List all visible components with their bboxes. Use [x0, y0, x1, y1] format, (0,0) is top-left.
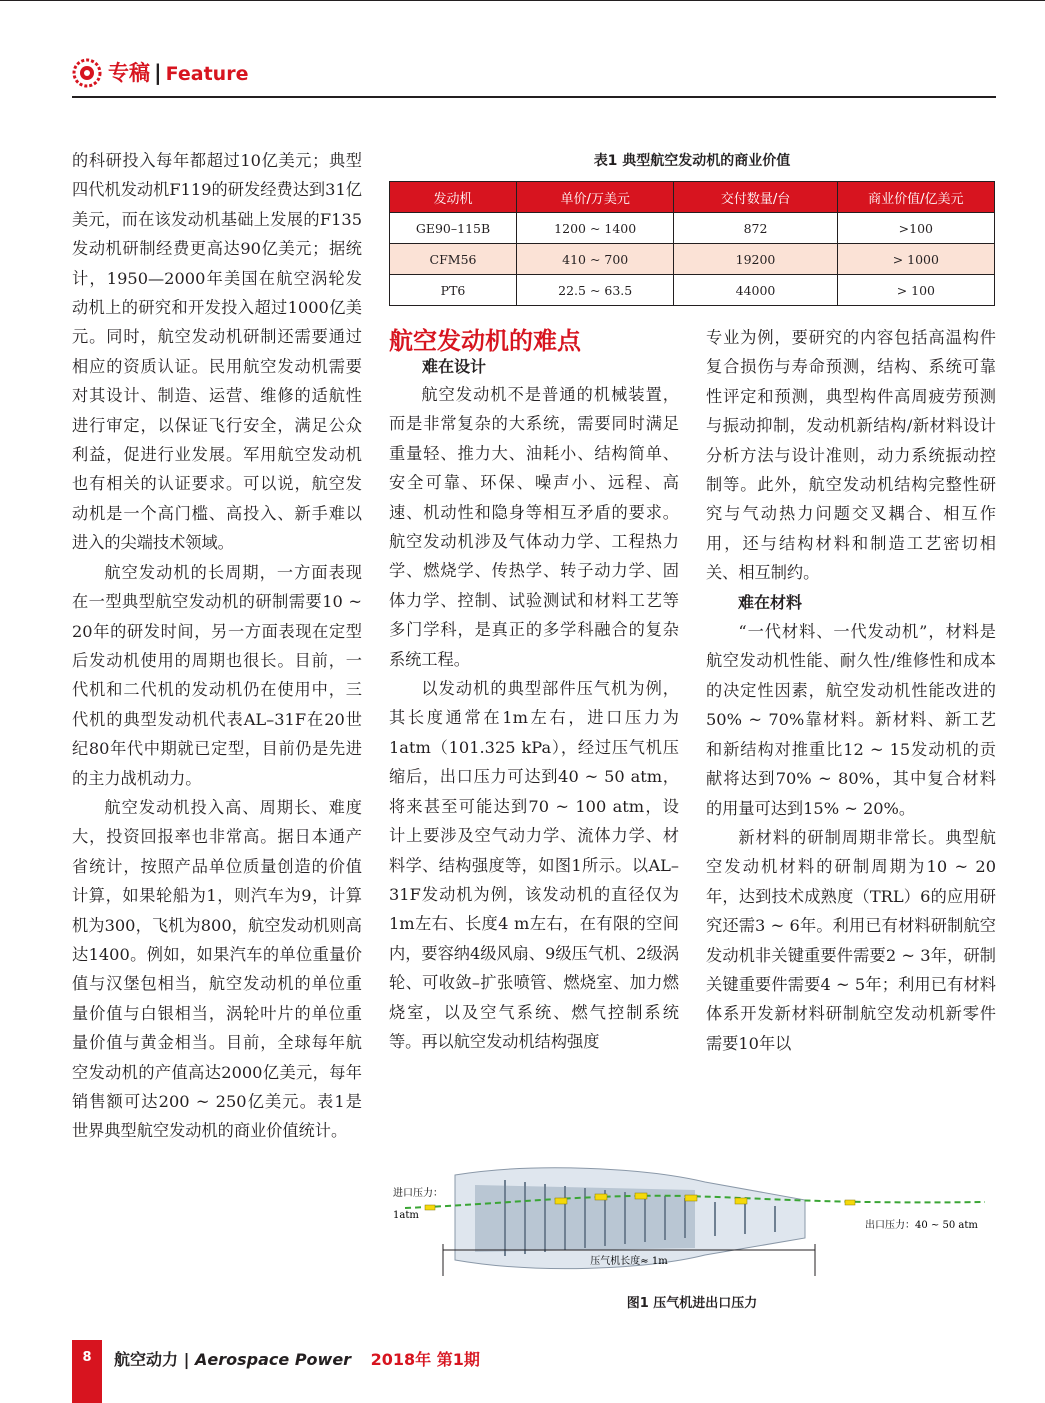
table-cell: CFM56	[390, 244, 517, 275]
journal-logo-icon	[72, 58, 102, 88]
table-row	[390, 244, 995, 275]
top-rule	[0, 0, 1045, 1]
table-cell: > 100	[837, 275, 994, 306]
table-cell: >100	[837, 213, 994, 244]
journal-name-cn: 航空动力	[114, 1350, 179, 1369]
compressor-length-label: 压气机长度≈ 1m	[590, 1256, 668, 1267]
subsection-title: 难在材料	[738, 592, 803, 612]
table-cell: 22.5 ~ 63.5	[517, 275, 674, 306]
journal-name-en: Aerospace Power	[195, 1350, 352, 1369]
journal-separator: |	[183, 1350, 190, 1369]
column-2	[389, 380, 679, 1056]
figure-caption: 图1 压气机进出口压力	[626, 1296, 758, 1311]
column-3	[706, 323, 996, 1058]
subsection-title: 难在设计	[422, 357, 487, 376]
table-cell: GE90–115B	[390, 213, 517, 244]
inlet-pressure-label: 进口压力：	[393, 1188, 443, 1199]
table-cell: 44000	[674, 275, 837, 306]
section-title: 航空发动机的难点	[389, 327, 581, 355]
inlet-pressure-value: 1atm	[393, 1210, 419, 1221]
engine-value-table	[389, 181, 995, 306]
paragraph: 新材料的研制周期非常长。典型航空发动机材料的研制周期为10 ~ 20年，达到技术成熟度（TRL）6的应用研究还需3 ~ 6年。利用已有材料研制航空发动机非关键重要件需要2 ~ 3年，研制关键重要件需要4 ~ 5年；利用已有材料体系开发新材料研制航空发动机新零件需要10年以	[706, 827, 996, 1053]
paragraph: “一代材料、一代发动机”，材料是航空发动机性能、耐久性/维修性和成本的决定性因素，航空发动机性能改进的50% ~ 70%靠材料。新材料、新工艺和新结构对推重比12 ~ 15发动机的贡献将达到70% ~ 80%，其中复合材料的用量可达到15% ~ 20%。	[706, 622, 996, 818]
outlet-pressure-label: 出口压力：40 ~ 50 atm	[865, 1220, 978, 1231]
table-header-row	[390, 182, 995, 213]
table-cell: 872	[674, 213, 837, 244]
column-1	[72, 146, 362, 1146]
table-header-cell: 商业价值/亿美元	[837, 182, 994, 213]
paragraph: 航空发动机投入高、周期长、难度大，投资回报率也非常高。据日本通产省统计，按照产品单位质量创造的价值计算，如果轮船为1，则汽车为9，计算机为300，飞机为800，航空发动机则高达1400。例如，如果汽车的单位重量价值与汉堡包相当，航空发动机的单位重量价值与白银相当，涡轮叶片的单位重量价值与黄金相当。目前，全球每年航空发动机的产值高达2000亿美元，每年销售额可达200 ~ 250亿美元。表1是世界典型航空发动机的商业价值统计。	[72, 797, 362, 1141]
section-header	[108, 58, 248, 89]
header-rule	[72, 96, 996, 98]
table-header-cell: 单价/万美元	[517, 182, 674, 213]
paragraph: 航空发动机的长周期，一方面表现在一型典型航空发动机的研制需要10 ~ 20年的研发时间，另一方面表现在定型后发动机使用的周期也很长。目前，一代机和二代机的发动机仍在使用中，三代机的典型发动机代表AL–31F在20世纪80年代中期就已定型，目前仍是先进的主力战机动力。	[72, 562, 362, 788]
page-number: 8	[72, 1340, 102, 1403]
paragraph: 航空发动机不是普通的机械装置，而是非常复杂的大系统，需要同时满足重量轻、推力大、油耗小、结构简单、安全可靠、环保、噪声小、远程、高速、机动性和隐身等相互矛盾的要求。航空发动机涉及气体动力学、工程热力学、燃烧学、传热学、转子动力学、固体力学、控制、试验测试和材料工艺等多门学科，是真正的多学科融合的复杂系统工程。	[389, 385, 679, 669]
section-separator: |	[154, 61, 162, 85]
table-row	[390, 213, 995, 244]
table-header-cell: 交付数量/台	[674, 182, 837, 213]
table-cell: 19200	[674, 244, 837, 275]
table-caption: 表1 典型航空发动机的商业价值	[593, 153, 791, 169]
compressor-figure	[385, 1160, 995, 1280]
issue-label: 2018年 第1期	[370, 1350, 480, 1369]
paragraph: 以发动机的典型部件压气机为例，其长度通常在1m左右，进口压力为1atm（101.325 kPa），经过压气机压缩后，出口压力可达到40 ~ 50 atm，将来甚至可能达到70 ~ 100 atm，设计上要涉及空气动力学、流体力学、材料学、结构强度等，如图1所示。以AL–31F发动机为例，该发动机的直径仅为1m左右、长度4 m左右，在有限的空间内，要容纳4级风扇、9级压气机、2级涡轮、可收敛–扩张喷管、燃烧室、加力燃烧室，以及空气系统、燃气控制系统等。再以航空发动机结构强度	[389, 679, 679, 1051]
table-header-cell: 发动机	[390, 182, 517, 213]
table-row	[390, 275, 995, 306]
table-cell: 410 ~ 700	[517, 244, 674, 275]
footer-journal	[114, 1347, 480, 1370]
compressor-illustration	[405, 1168, 985, 1269]
section-label-en: Feature	[165, 63, 249, 85]
table-cell: PT6	[390, 275, 517, 306]
paragraph: 的科研投入每年都超过10亿美元；典型四代机发动机F119的研发经费达到31亿美元，而在该发动机基础上发展的F135发动机研制经费更高达90亿美元；据统计，1950—2000年美国在航空涡轮发动机上的研究和开发投入超过1000亿美元。同时，航空发动机研制还需要通过相应的资质认证。民用航空发动机需要对其设计、制造、运营、维修的适航性进行审定，以保证飞行安全，满足公众利益，促进行业发展。军用航空发动机也有相关的认证要求。可以说，航空发动机是一个高门槛、高投入、新手难以进入的尖端技术领域。	[72, 151, 362, 553]
table-cell: 1200 ~ 1400	[517, 213, 674, 244]
paragraph: 专业为例，要研究的内容包括高温构件复合损伤与寿命预测，结构、系统可靠性评定和预测，典型构件高周疲劳预测与振动抑制，发动机新结构/新材料设计分析方法与设计准则，动力系统振动控制等。此外，航空发动机结构完整性研究与气动热力问题交叉耦合、相互作用，还与结构材料和制造工艺密切相关、相互制约。	[706, 328, 996, 583]
table-cell: > 1000	[837, 244, 994, 275]
section-label-cn: 专稿	[108, 61, 150, 85]
